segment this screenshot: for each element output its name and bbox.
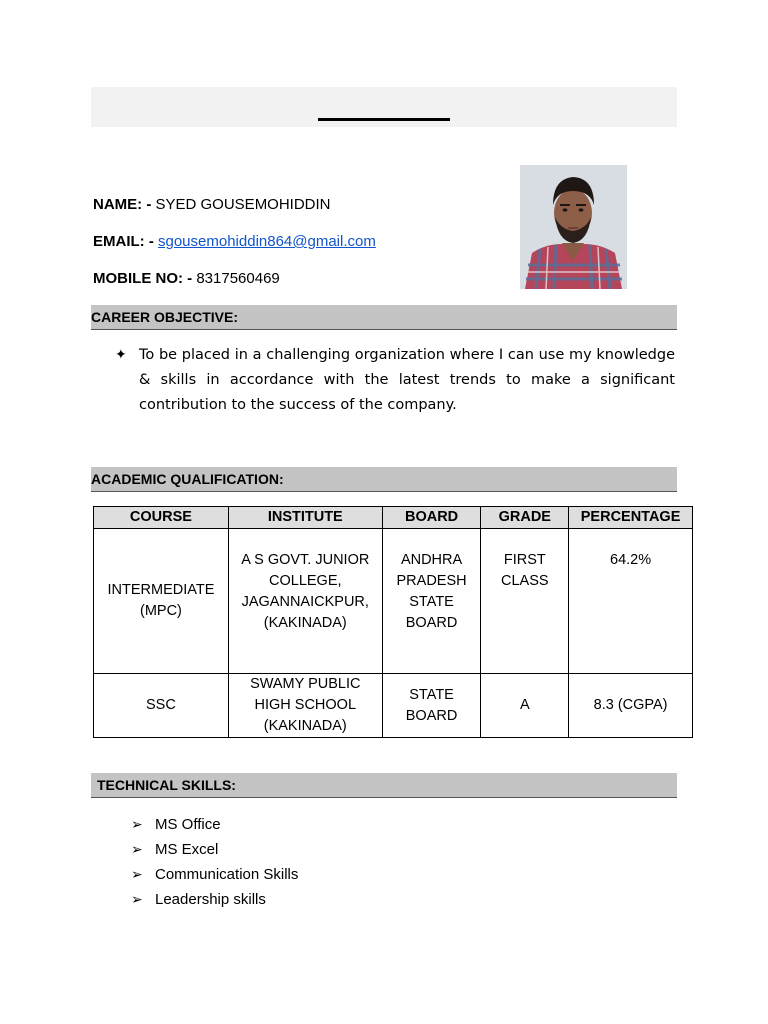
institute-text: A S GOVT. JUNIOR COLLEGE, JAGANNAICKPUR, (KAKINADA) (241, 552, 370, 631)
name-value: SYED GOUSEMOHIDDIN (155, 196, 331, 213)
skill-label: MS Excel (155, 841, 219, 858)
profile-photo (520, 165, 627, 289)
course-cell (94, 674, 229, 738)
column-header-course: COURSE (94, 507, 229, 529)
institute-cell (228, 529, 382, 674)
profile-photo-image (520, 165, 627, 289)
arrowhead-bullet-icon: ➢ (131, 816, 143, 832)
technical-skills-heading: TECHNICAL SKILLS: (91, 773, 677, 798)
board-cell (382, 674, 481, 738)
career-objective-heading: CAREER OBJECTIVE: (91, 305, 677, 330)
table-row (94, 529, 693, 674)
arrowhead-bullet-icon: ➢ (131, 841, 143, 857)
list-item (131, 862, 298, 887)
column-header-institute: INSTITUTE (228, 507, 382, 529)
mobile-label: MOBILE NO: - (93, 270, 197, 287)
arrowhead-bullet-icon: ➢ (131, 891, 143, 907)
skill-label: Communication Skills (155, 866, 299, 883)
header-band (91, 87, 677, 127)
email-line (93, 232, 376, 252)
column-header-board: BOARD (382, 507, 481, 529)
institute-text: SWAMY PUBLIC HIGH SCHOOL (KAKINADA) (250, 676, 361, 734)
institute-cell (228, 674, 382, 738)
name-label: NAME: - (93, 196, 156, 213)
skill-label: MS Office (155, 816, 221, 833)
board-text: STATE BOARD (405, 686, 458, 724)
course-cell (94, 529, 229, 674)
grade-cell (481, 674, 569, 738)
list-item (131, 837, 298, 862)
career-objective-text: To be placed in a challenging organization where I can use my knowledge & skills in accordance with the latest trends to make a significant contribution to the success of the company. (139, 347, 675, 413)
four-pointed-star-icon: ✦ (115, 347, 127, 363)
percentage-text: 8.3 (CGPA) (593, 697, 668, 713)
skill-label: Leadership skills (155, 891, 266, 908)
column-header-percentage: PERCENTAGE (569, 507, 693, 529)
name-line (93, 195, 331, 215)
grade-text: A (519, 697, 530, 713)
email-label: EMAIL: - (93, 233, 158, 250)
list-item (131, 812, 298, 837)
percentage-cell (569, 529, 693, 674)
academic-qualification-heading: ACADEMIC QUALIFICATION: (91, 467, 677, 492)
grade-cell (481, 529, 569, 674)
percentage-text: 64.2% (610, 552, 652, 568)
mobile-value: 8317560469 (196, 270, 280, 287)
board-cell (382, 529, 481, 674)
table-header-row (94, 507, 693, 529)
list-item (131, 887, 298, 912)
mobile-line (93, 269, 280, 289)
column-header-grade: GRADE (481, 507, 569, 529)
table-row (94, 674, 693, 738)
career-objective-block (115, 343, 675, 418)
academic-table (93, 506, 693, 738)
board-text: ANDHRA PRADESH STATE BOARD (396, 552, 467, 631)
arrowhead-bullet-icon: ➢ (131, 866, 143, 882)
grade-text: FIRST CLASS (501, 552, 549, 589)
course-text: INTERMEDIATE (MPC) (107, 582, 215, 619)
header-rule (318, 118, 450, 121)
percentage-cell (569, 674, 693, 738)
technical-skills-list (131, 812, 298, 912)
email-link[interactable]: sgousemohiddin864@gmail.com (158, 233, 376, 250)
course-text: SSC (146, 697, 176, 713)
